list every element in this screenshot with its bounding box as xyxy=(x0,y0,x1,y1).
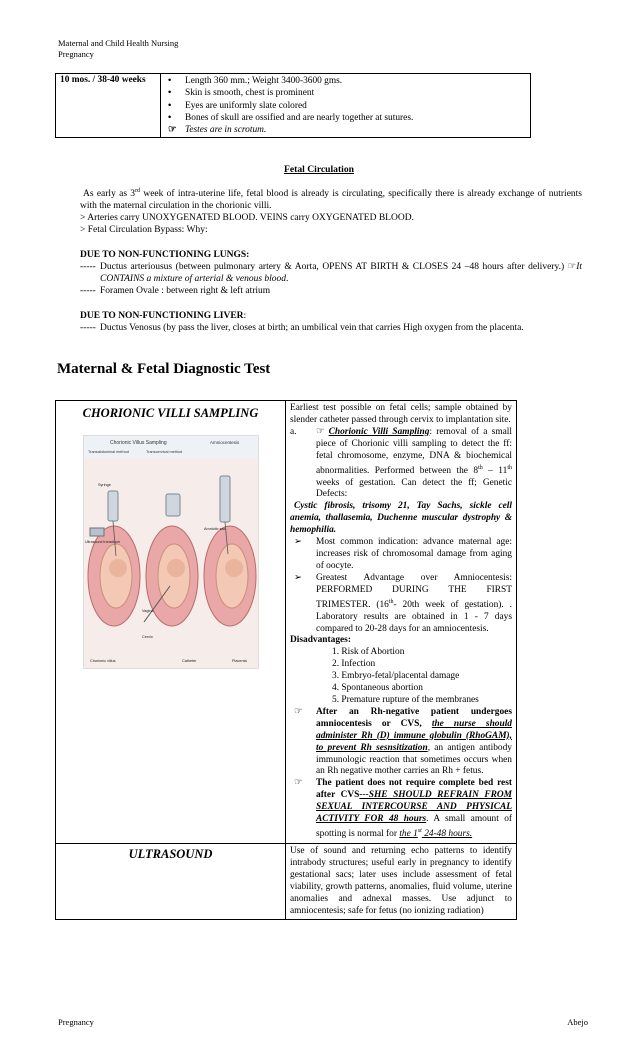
bullet-icon: • xyxy=(168,88,172,99)
page-header xyxy=(58,38,178,60)
hand-pointer-icon: ☞ xyxy=(294,778,303,789)
svg-text:Amniotic sac: Amniotic sac xyxy=(203,527,226,531)
list-item: 1. Risk of Abortion xyxy=(332,647,405,658)
hand-pointer-icon: ☞ xyxy=(567,262,577,273)
cvs-title: CHORIONIC VILLI SAMPLING xyxy=(82,406,259,420)
list-item: ➢ Most common indication: advance maternal age: increases risk of chromosomal damage from aging of oocyte. xyxy=(290,537,512,573)
footer-left: Pregnancy xyxy=(58,1017,94,1027)
fetal-circulation-section xyxy=(80,185,582,334)
hand-pointer-icon: ☞ xyxy=(316,426,325,437)
ultrasound-description-cell xyxy=(286,844,517,920)
list-item: ----- Foramen Ovale : between right & left atrium xyxy=(80,286,271,297)
svg-text:Ultrasound transducer: Ultrasound transducer xyxy=(84,540,120,544)
header-topic: Pregnancy xyxy=(58,49,94,59)
arrow-bullet-icon: ➢ xyxy=(294,572,302,583)
list-item: 3. Embryo-fetal/placental damage xyxy=(332,671,460,682)
svg-text:Chorionic villus: Chorionic villus xyxy=(89,659,116,663)
list-item: ➢ Greatest Advantage over Amniocentesis: PERFORMED DURING THE FIRST TRIMESTER. (16th- 20th week of gestation). . Laboratory results are obtained in 1 - 7 days compared to 20-28 days for an amniocentesis. xyxy=(290,573,512,636)
illus-title: Chorionic Villus Sampling xyxy=(109,440,167,446)
svg-text:Placenta: Placenta xyxy=(231,659,247,663)
diagnostic-test-table xyxy=(55,400,517,920)
list-item: • Eyes are uniformly slate colored xyxy=(168,100,307,111)
disadvantages-list xyxy=(332,647,512,707)
list-item: ----- Ductus Venosus (by pass the liver, closes at birth; an umbilical vein that carries High oxygen from the placenta. xyxy=(80,323,524,334)
ultrasound-title: ULTRASOUND xyxy=(128,847,213,861)
hand-pointer-icon: ☞ xyxy=(168,125,177,136)
list-item: 4. Spontaneous abortion xyxy=(332,683,423,694)
list-item: 2. Infection xyxy=(332,659,376,670)
paragraph: As early as 3rd week of intra-uterine life, fetal blood is already is circulating, specifically there is already exchange of nutrients with the maternal circulation in the chorionic villi. xyxy=(80,188,582,212)
list-item: • Skin is smooth, chest is prominent xyxy=(168,88,315,99)
svg-text:Transcervical method: Transcervical method xyxy=(145,450,182,454)
disadvantages-heading: Disadvantages: xyxy=(290,635,351,646)
month-label: 10 mos. / 38-40 weeks xyxy=(56,74,161,138)
lungs-heading: DUE TO NON-FUNCTIONING LUNGS: xyxy=(80,250,250,261)
paragraph: Earliest test possible on fetal cells; sample obtained by slender catheter passed through cervix to implantation site. xyxy=(290,403,512,425)
month-details xyxy=(161,74,531,138)
header-course: Maternal and Child Health Nursing xyxy=(58,38,179,48)
svg-text:Catheter: Catheter xyxy=(181,659,197,663)
paragraph: > Fetal Circulation Bypass: Why: xyxy=(80,225,208,236)
paragraph: Use of sound and returning echo patterns to identify intrabody structures; useful early in pregnancy to identify gestational sacs; later uses include assessment of fetal viability, growth patterns, anomalies, fluid volume, uterine anomalies and adnexal masses. Use adjunct to amniocentesis; safe for fetus (no ionizing radiation) xyxy=(290,846,512,916)
cvs-illustration xyxy=(83,435,259,669)
hand-pointer-icon: ☞ xyxy=(294,706,303,717)
section-heading: Maternal & Fetal Diagnostic Test xyxy=(57,361,271,377)
genetic-defects: Cystic fibrosis, trisomy 21, Tay Sachs, sickle cell anemia, thallasemia, Duchenne muscular dystrophy & hemophilia. xyxy=(290,501,512,536)
list-item: • Bones of skull are ossified and are nearly together at sutures. xyxy=(168,112,414,123)
cvs-left-cell xyxy=(56,401,286,844)
list-item: a. ☞ Chorionic Villi Sampling: removal of a small piece of Chorionic villi sampling to detect the ff: fetal chromosome, enzyme, DNA & biochemical abnormalities. Performed between the 8th – 11th weeks of gestation. Can detect the ff; Genetic Defects: xyxy=(290,426,512,500)
list-item: ☞ After an Rh-negative patient undergoes amniocentesis or CVS, the nurse should administer Rh (D) immune globulin (RhoGAM), to prevent Rh sesnsitization, an antigen antibody immunologic reaction that sometimes occurs when an Rh negative mother carries an Rh + fetus. xyxy=(290,707,512,778)
month-10-table xyxy=(55,73,531,138)
svg-text:Cervix: Cervix xyxy=(141,635,153,639)
svg-text:Vagina: Vagina xyxy=(141,609,154,613)
bullet-icon: • xyxy=(168,112,172,123)
list-item: 5. Premature rupture of the membranes xyxy=(332,695,479,705)
ultrasound-left-cell xyxy=(56,844,286,920)
list-item: ☞ Testes are in scrotum. xyxy=(168,125,267,136)
svg-text:Transabdominal method: Transabdominal method xyxy=(87,450,129,454)
bullet-icon: • xyxy=(168,76,172,86)
paragraph: > Arteries carry UNOXYGENATED BLOOD. VEINS carry OXYGENATED BLOOD. xyxy=(80,213,414,224)
fetal-circulation-title: Fetal Circulation xyxy=(284,164,354,175)
footer-right: Abejo xyxy=(567,1017,588,1027)
svg-text:Amniocentesis: Amniocentesis xyxy=(209,440,239,445)
liver-heading: DUE TO NON-FUNCTIONING LIVER: xyxy=(80,311,247,322)
svg-text:Syringe: Syringe xyxy=(97,483,111,487)
list-item: ☞ The patient does not require complete bed rest after CVS---SHE SHOULD REFRAIN FROM SEXUAL INTERCOURSE AND PHYSICAL ACTIVITY FOR 48 hours. A small amount of spotting is normal for the 1st 24-48 hours. xyxy=(290,778,512,841)
list-item: • Length 360 mm.; Weight 3400-3600 gms. xyxy=(168,76,343,86)
cvs-description-cell xyxy=(286,401,517,844)
arrow-bullet-icon: ➢ xyxy=(294,537,302,548)
list-item: ----- Ductus arteriousus (between pulmonary artery & Aorta, OPENS AT BIRTH & CLOSES 24 –48 hours after delivery.) ☞It CONTAINS a mixture of arterial & venous blood. xyxy=(80,262,582,285)
bullet-icon: • xyxy=(168,100,172,111)
